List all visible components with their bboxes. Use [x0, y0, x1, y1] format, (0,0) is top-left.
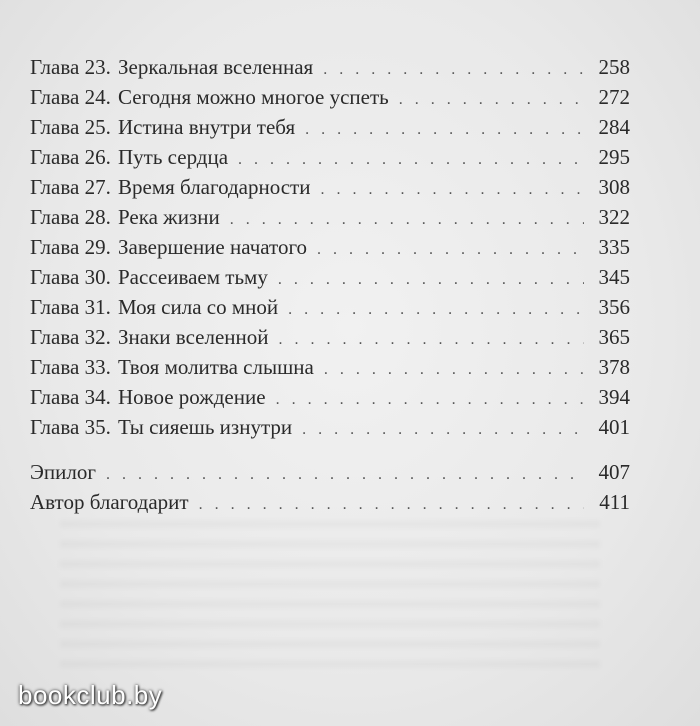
toc-row — [30, 382, 630, 412]
dot-leader — [230, 205, 584, 235]
page-number: 378 — [598, 355, 630, 379]
toc-row — [30, 202, 630, 232]
chapter-title: Рассеиваем тьму — [118, 265, 268, 289]
dot-leader — [276, 385, 584, 415]
table-of-contents — [30, 52, 630, 517]
chapter-number: Глава 35. — [30, 415, 111, 439]
toc-row — [30, 352, 630, 382]
show-through-text — [60, 520, 600, 680]
chapter-number: Глава 34. — [30, 385, 111, 409]
chapter-title: Завершение начатого — [118, 235, 308, 259]
toc-row — [30, 112, 630, 142]
dot-leader — [278, 265, 584, 295]
page-number: 322 — [598, 205, 630, 229]
page-number: 394 — [598, 385, 630, 409]
chapter-title: Река жизни — [118, 205, 220, 229]
page-number: 365 — [598, 325, 630, 349]
dot-leader — [320, 175, 584, 205]
chapter-title: Путь сердца — [118, 145, 229, 169]
page-number: 308 — [598, 175, 630, 199]
toc-row-acknowledgements — [30, 487, 630, 517]
toc-row — [30, 142, 630, 172]
page-number: 356 — [598, 295, 630, 319]
dot-leader — [238, 145, 584, 175]
chapter-number: Глава 31. — [30, 295, 111, 319]
section-title: Автор благодарит — [30, 490, 189, 514]
toc-row — [30, 262, 630, 292]
chapter-title: Знаки вселенной — [118, 325, 269, 349]
watermark-text: bookclub.by — [18, 680, 163, 710]
chapter-number: Глава 33. — [30, 355, 111, 379]
chapter-number: Глава 27. — [30, 175, 111, 199]
toc-row-epilogue — [30, 457, 630, 487]
page-number: 411 — [599, 490, 630, 514]
page-number: 407 — [598, 460, 630, 484]
page-number: 258 — [598, 55, 630, 79]
chapter-title: Зеркальная вселенная — [118, 55, 314, 79]
page-number: 335 — [598, 235, 630, 259]
chapter-number: Глава 29. — [30, 235, 111, 259]
toc-row — [30, 412, 630, 442]
toc-row — [30, 322, 630, 352]
dot-leader — [288, 295, 584, 325]
toc-row — [30, 52, 630, 82]
section-title: Эпилог — [30, 460, 96, 484]
dot-leader — [278, 325, 584, 355]
page-number: 272 — [598, 85, 630, 109]
dot-leader — [305, 115, 584, 145]
dot-leader — [317, 235, 584, 265]
page-number: 401 — [598, 415, 630, 439]
chapter-title: Ты сияешь изнутри — [118, 415, 293, 439]
dot-leader — [199, 490, 584, 520]
chapter-title: Новое рождение — [118, 385, 266, 409]
chapter-title: Истина внутри тебя — [118, 115, 296, 139]
page-number: 284 — [598, 115, 630, 139]
chapter-title: Моя сила со мной — [118, 295, 279, 319]
page-number: 295 — [598, 145, 630, 169]
toc-row — [30, 82, 630, 112]
chapter-number: Глава 26. — [30, 145, 111, 169]
chapter-title: Сегодня можно многое успеть — [118, 85, 389, 109]
dot-leader — [324, 355, 584, 385]
dot-leader — [302, 415, 584, 445]
chapter-number: Глава 32. — [30, 325, 111, 349]
chapter-title: Время благодарности — [118, 175, 311, 199]
chapter-number: Глава 23. — [30, 55, 111, 79]
dot-leader — [399, 85, 584, 115]
toc-row — [30, 292, 630, 322]
toc-row — [30, 232, 630, 262]
chapter-number: Глава 30. — [30, 265, 111, 289]
chapter-number: Глава 25. — [30, 115, 111, 139]
toc-row — [30, 172, 630, 202]
chapter-number: Глава 28. — [30, 205, 111, 229]
dot-leader — [323, 55, 584, 85]
chapter-title: Твоя молитва слышна — [118, 355, 314, 379]
chapter-number: Глава 24. — [30, 85, 111, 109]
dot-leader — [106, 460, 584, 490]
page-number: 345 — [598, 265, 630, 289]
